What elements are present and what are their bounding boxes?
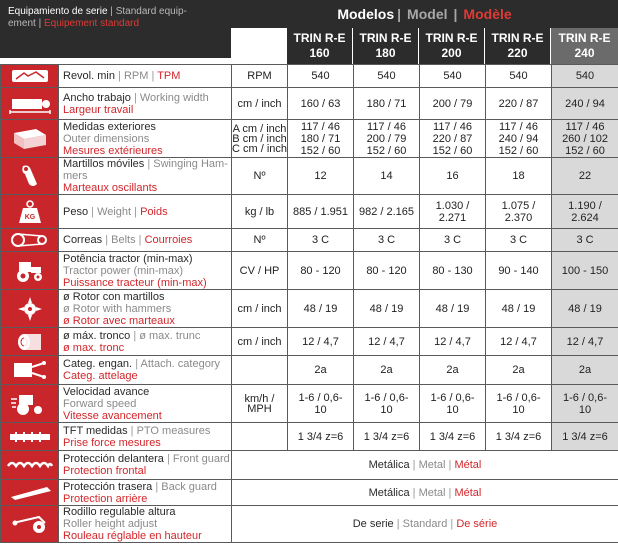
- equip-label-en: Standard equip-: [115, 6, 187, 17]
- models-label-en: Model: [407, 6, 448, 22]
- trunk-icon: [1, 331, 58, 353]
- front-guard-icon: [1, 458, 58, 472]
- working-width-icon: [1, 93, 58, 115]
- hitch-icon: [1, 359, 58, 381]
- weight-kg-icon: [1, 199, 58, 225]
- tractor-icon: [1, 258, 58, 284]
- svg-text:KG: KG: [24, 213, 35, 221]
- table-row-rear-guard: Protección trasera | Back guard Protection arrière Metálica | Metal | Métal: [1, 480, 618, 506]
- speed-icon: [1, 391, 58, 417]
- rear-guard-icon: [1, 485, 58, 501]
- belt-icon: [1, 232, 58, 248]
- model-240: TRIN R-E 240: [551, 28, 618, 64]
- spec-table: [0, 64, 618, 543]
- table-row-working-width: Ancho trabajo | Working width Largeur travail cm / inch 160 / 63 180 / 71 200 / 79 220 / 87 240 / 94: [1, 88, 618, 120]
- roller-icon: [1, 513, 58, 535]
- model-columns: [287, 28, 618, 64]
- model-200: TRIN R-E 200: [419, 28, 485, 64]
- table-row-front-guard: Protección delantera | Front guard Protection frontal Metálica | Metal | Métal: [1, 451, 618, 480]
- table-row-outer-dimensions: Medidas exteriores Outer dimensions Mesures extérieures A cm / inch B cm / inch C cm / inch 117 / 46 180 / 71 152 / 60 117 / 46 200 / 79 152 / 60 117 / 46 220 / 87 152 / 60 117 / 46 240 / 94 152 / 60 117 / 46 260 / 102 152 / 60: [1, 120, 618, 158]
- models-header: Modelos | Model | Modèle: [231, 0, 618, 28]
- rpm-gauge-icon: [1, 69, 58, 83]
- table-row-pto-measures: TFT medidas | PTO measures Prise force mesures 1 3/4 z=6 1 3/4 z=6 1 3/4 z=6 1 3/4 z=6 1 3/4 z=6: [1, 423, 618, 451]
- model-180: TRIN R-E 180: [353, 28, 419, 64]
- table-row-attach-category: Categ. engan. | Attach. category Categ. attelage 2a 2a 2a 2a 2a: [1, 356, 618, 385]
- model-160: TRIN R-E 160: [287, 28, 353, 64]
- hammer-icon: [1, 162, 58, 190]
- pto-icon: [1, 430, 58, 444]
- models-label-es: Modelos: [337, 6, 395, 22]
- dimensions-icon: [1, 125, 58, 153]
- models-label-fr: Modèle: [463, 6, 512, 22]
- table-row-swinging-hammers: Martillos móviles | Swinging Ham- mers Marteaux oscillants Nº 12 14 16 18 22: [1, 158, 618, 195]
- standard-equipment-header: Equipamiento de serie | Standard equip- ement | Equipement standard: [0, 0, 231, 58]
- table-row-rotor: ø Rotor con martillos ø Rotor with hammers ø Rotor avec marteaux cm / inch 48 / 19 48 / 19 48 / 19 48 / 19 48 / 19: [1, 290, 618, 328]
- table-row-roller: Rodillo regulable altura Roller height adjust Rouleau réglable en hauteur De serie | Standard | De série: [1, 506, 618, 543]
- table-row-tractor-power: Potência tractor (min-max) Tractor power (min-max) Puissance tracteur (min-max) CV / HP 80 - 120 80 - 120 80 - 130 90 - 140 100 - 150: [1, 252, 618, 290]
- rotor-icon: [1, 295, 58, 323]
- equip-label-es: Equipamiento de serie: [8, 6, 108, 17]
- table-row-max-trunk: ø máx. tronco | ø max. trunc ø max. tronc cm / inch 12 / 4,7 12 / 4,7 12 / 4,7 12 / 4,7 12 / 4,7: [1, 328, 618, 356]
- table-row-weight: KG Peso | Weight | Poids kg / lb 885 / 1.951 982 / 2.165 1.030 / 2.271 1.075 / 2.370 1.190 / 2.624: [1, 195, 618, 229]
- table-row-belts: Correas | Belts | Courroies Nº 3 C 3 C 3 C 3 C 3 C: [1, 229, 618, 252]
- model-220: TRIN R-E 220: [485, 28, 551, 64]
- table-row-rpm: Revol. min | RPM | TPM RPM 540 540 540 540 540: [1, 65, 618, 88]
- equip-label-fr: Equipement standard: [43, 18, 140, 29]
- table-row-forward-speed: Velocidad avance Forward speed Vitesse avancement km/h / MPH 1-6 / 0,6- 10 1-6 / 0,6- 10 1-6 / 0,6- 10 1-6 / 0,6- 10 1-6 / 0,6- 10: [1, 385, 618, 423]
